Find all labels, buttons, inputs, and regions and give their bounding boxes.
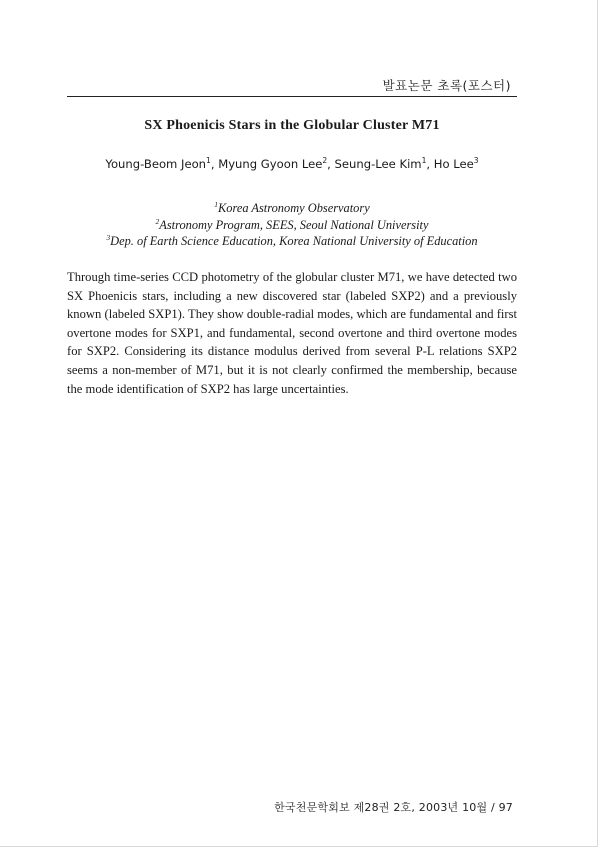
affiliation: [67, 200, 517, 217]
author-affiliation-mark: 2: [322, 156, 328, 166]
paper-title: SX Phoenicis Stars in the Globular Cluster M71: [144, 118, 440, 133]
author-affiliation-mark: 3: [473, 156, 479, 166]
author-name: Young-Beom Jeon: [105, 157, 207, 171]
affiliation-mark: 1: [214, 199, 219, 209]
affiliation-text: Korea Astronomy Observatory: [218, 201, 370, 215]
header-rule: [67, 96, 517, 97]
author-separator: ,: [327, 157, 335, 171]
abstract: Through time-series CCD photometry of the globular cluster M71, we have detected two SX Phoenicis stars, including a new discovered star (labeled SXP2) and a previously known (labeled SXP1). They show double-radial modes, which are fundamental and first overtone modes for SXP1, and fundamental, second overtone and third overtone modes for SXP2. Considering its distance modulus derived from several P-L relations SXP2 seems a non-member of M71, but it is not clearly confirmed the membership, because the mode identification of SXP2 has large uncertainties.: [67, 270, 517, 396]
author-separator: ,: [210, 157, 219, 171]
author-name: Seung-Lee Kim: [334, 157, 422, 171]
author-name: Ho Lee: [433, 157, 474, 171]
author-list: [67, 157, 517, 171]
affiliation: [67, 233, 517, 250]
affiliation-list: [67, 200, 517, 250]
affiliation-text: Astronomy Program, SEES, Seoul National University: [159, 217, 429, 232]
author-separator: ,: [426, 157, 434, 171]
section-label: 발표논문 초록(포스터): [382, 78, 511, 93]
affiliation-mark: 3: [106, 232, 111, 242]
author-name: Myung Gyoon Lee: [218, 157, 323, 171]
journal-citation: 한국천문학회보 제28권 2호, 2003년 10월 / 97: [274, 801, 513, 814]
affiliation-text: Dep. of Earth Science Education, Korea National University of Education: [110, 234, 478, 248]
affiliation: [67, 217, 517, 234]
author-affiliation-mark: 1: [421, 156, 427, 166]
author-affiliation-mark: 1: [206, 156, 211, 166]
affiliation-mark: 2: [155, 216, 160, 226]
